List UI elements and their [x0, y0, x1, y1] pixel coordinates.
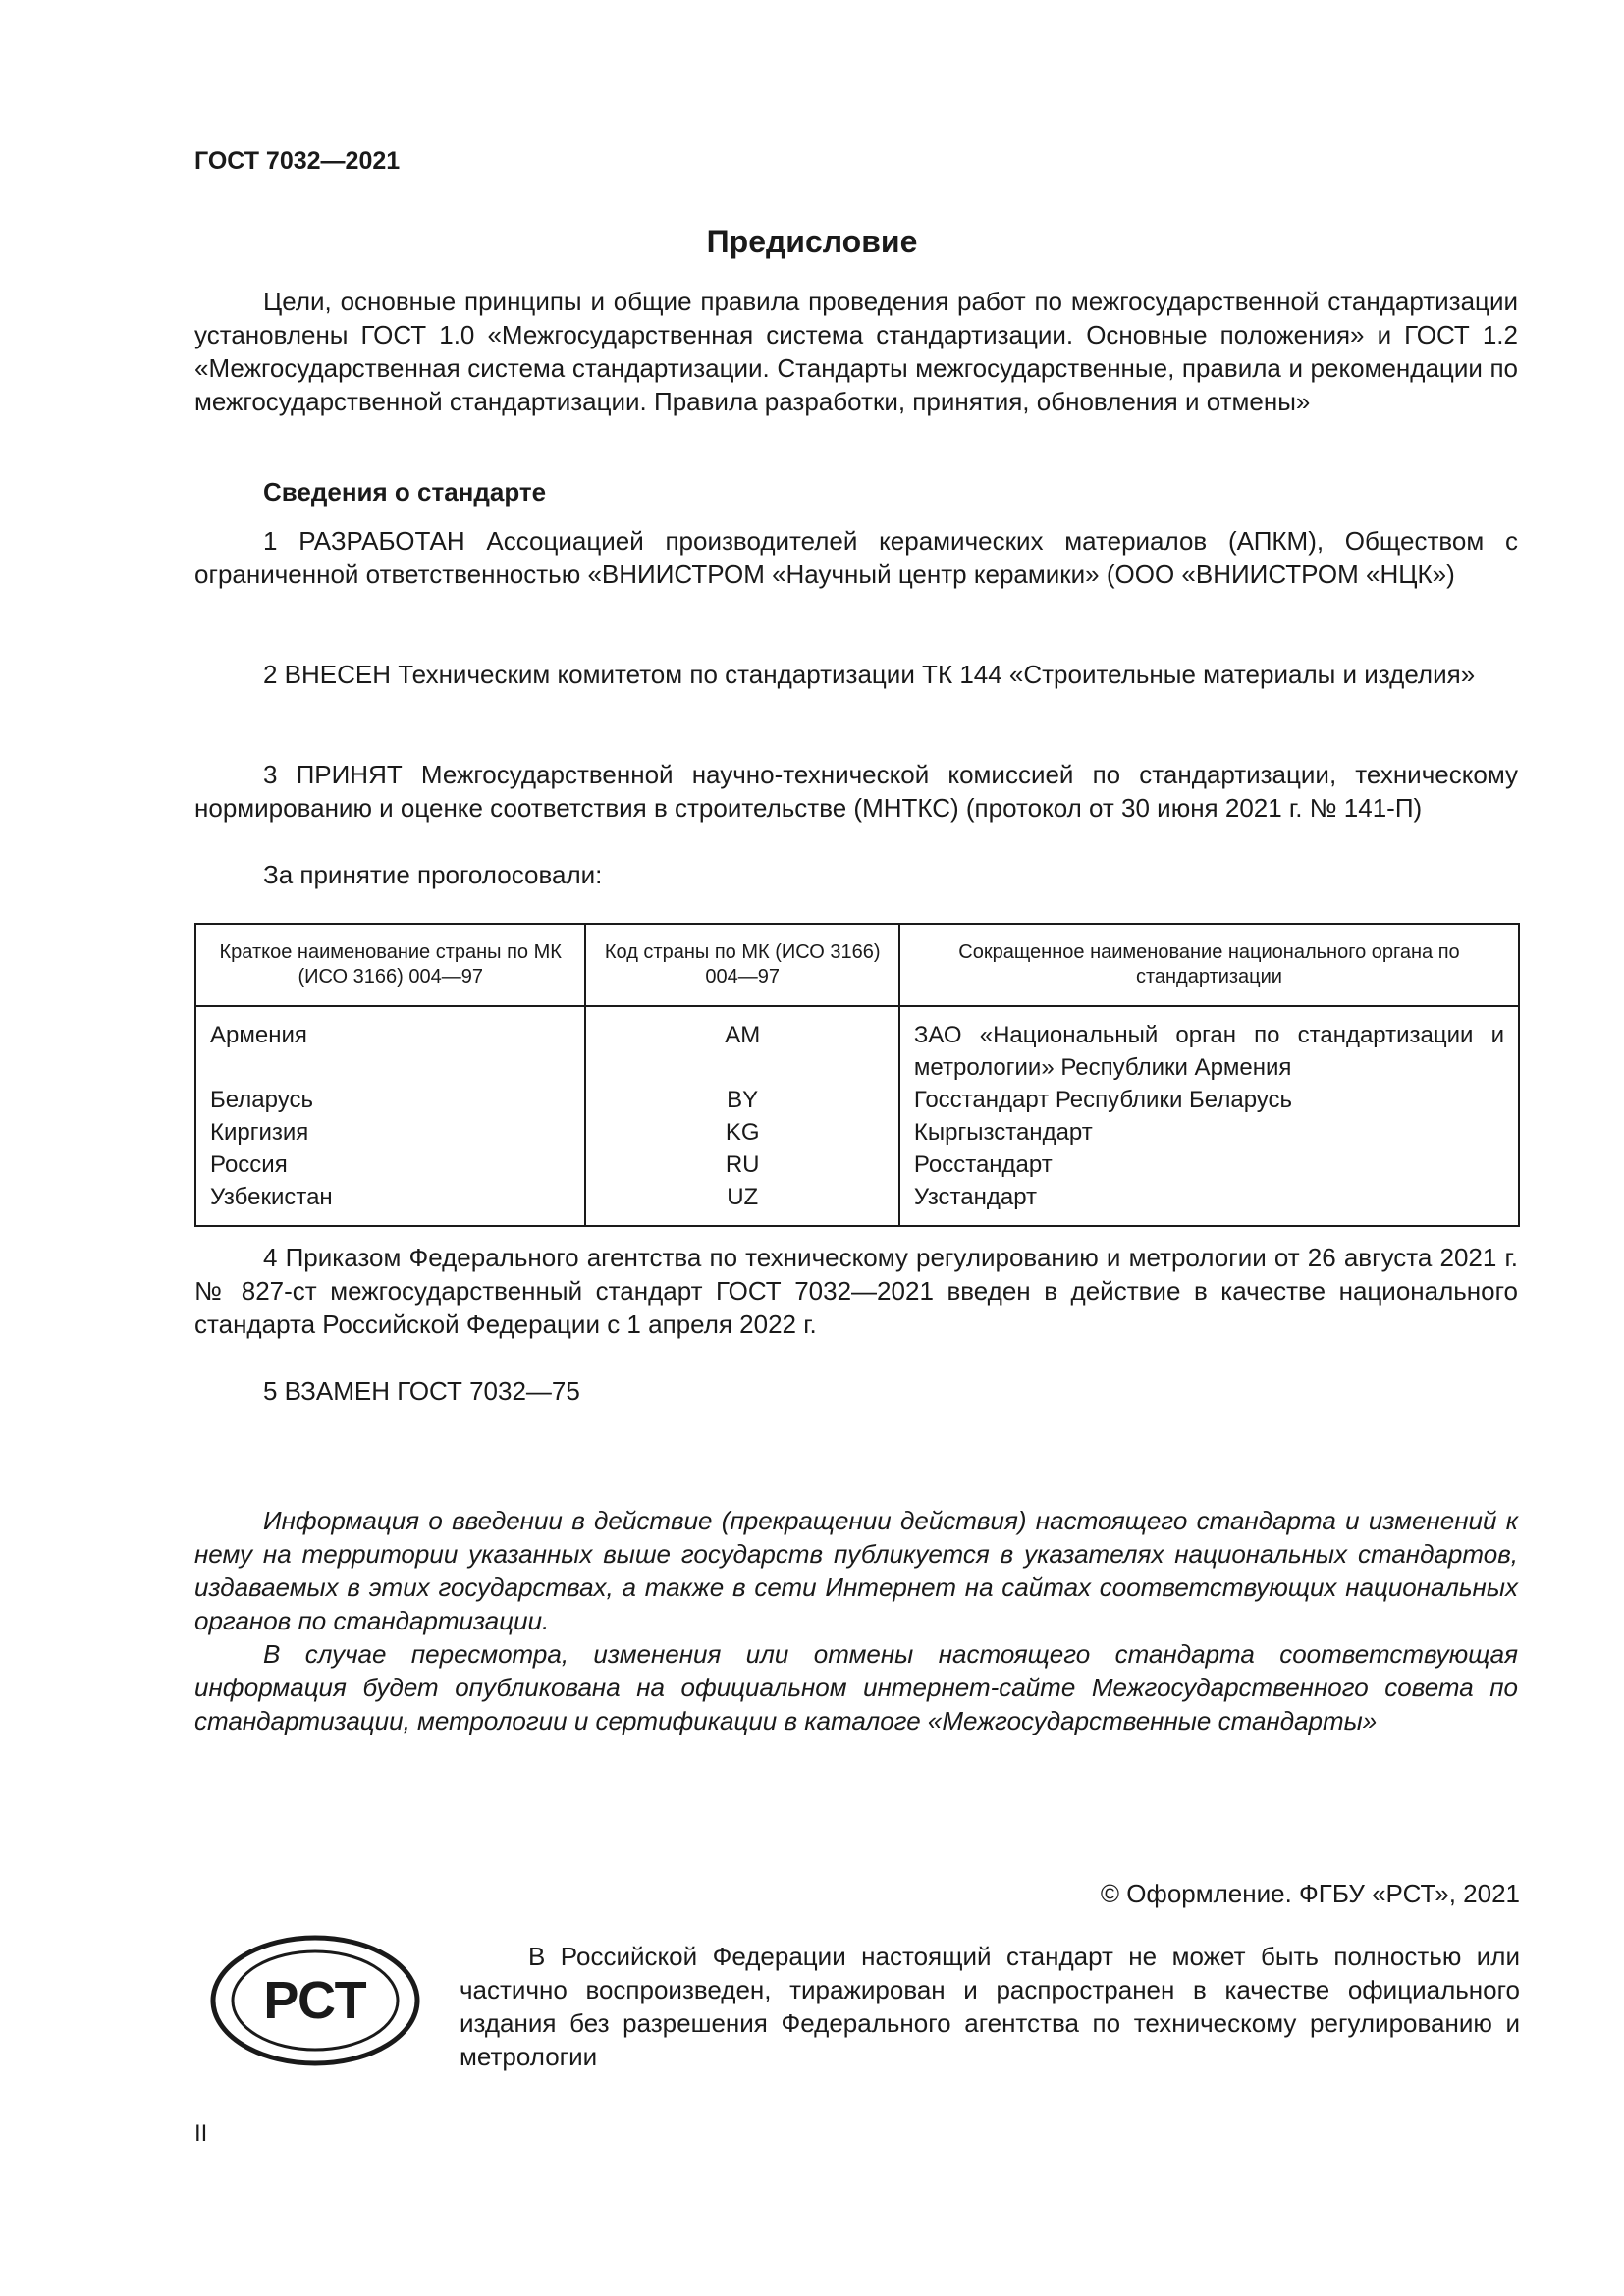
header-country: Краткое наименование страны по МК (ИСО 3166) 004—97 — [195, 924, 585, 1006]
voted-block — [194, 858, 1518, 891]
table-header-row — [195, 924, 1519, 1006]
cell-code: RU — [585, 1148, 898, 1181]
table-row — [195, 1181, 1519, 1226]
cell-country: Беларусь — [195, 1084, 585, 1116]
cell-code: BY — [585, 1084, 898, 1116]
reproduction-text: В Российской Федерации настоящий стандарт не может быть полностью или частично воспроизведен, тиражирован и распространен в качестве официального издания без разрешения Федерального агентства по техническому регулированию и метрологии — [460, 1942, 1520, 2071]
cell-code: KG — [585, 1116, 898, 1148]
rst-logo-icon — [208, 1934, 422, 2067]
cell-country: Киргизия — [195, 1116, 585, 1148]
section-heading: Сведения о стандарте — [263, 477, 547, 507]
table-row — [195, 1116, 1519, 1148]
cell-code: AM — [585, 1006, 898, 1084]
item-replaces-block — [194, 1374, 1518, 1408]
header-code: Код страны по МК (ИСО 3166) 004—97 — [585, 924, 898, 1006]
note-info-publication: Информация о введении в действие (прекращении действия) настоящего стандарта и изменений к нему на территории указанных выше государств публикуется в указателях национальных стандартов, издаваемых в этих государствах, а также в сети Интернет на сайтах соответствующих национальных органов по стандартизации. — [194, 1506, 1518, 1635]
item-order: 4 Приказом Федерального агентства по техническому регулированию и метрологии от 26 августа 2021 г. № 827-ст межгосударственный стандарт ГОСТ 7032—2021 введен в действие в качестве национального стандарта Российской Федерации с 1 апреля 2022 г. — [194, 1243, 1518, 1339]
reproduction-notice — [460, 1940, 1520, 2073]
svg-text:РСТ: РСТ — [263, 1971, 367, 2030]
cell-country: Узбекистан — [195, 1181, 585, 1226]
copyright-line: © Оформление. ФГБУ «РСТ», 2021 — [1100, 1879, 1520, 1908]
cell-country: Россия — [195, 1148, 585, 1181]
item-adopted: 3 ПРИНЯТ Межгосударственной научно-технической комиссией по стандартизации, техническому нормированию и оценке соответствия в строительстве (МНТКС) (протокол от 30 июня 2021 г. № 141-П) — [194, 760, 1518, 823]
document-header: ГОСТ 7032—2021 — [194, 147, 401, 175]
item-adopted-block — [194, 758, 1518, 825]
note-revision: В случае пересмотра, изменения или отмены настоящего стандарта соответствующая информация будет опубликована на официальном интернет-сайте Межгосударственного совета по стандартизации, метрологии и сертификации в каталоге «Межгосударственные стандарты» — [194, 1639, 1518, 1735]
item-developed-block — [194, 524, 1518, 591]
table-row — [195, 1006, 1519, 1084]
item-introduced-block — [194, 658, 1518, 691]
item-developed: 1 РАЗРАБОТАН Ассоциацией производителей керамических материалов (АПКМ), Обществом с ограниченной ответственностью «ВНИИСТРОМ «Научный центр керамики» (ООО «ВНИИСТРОМ «НЦК») — [194, 526, 1518, 589]
cell-body: ЗАО «Национальный орган по стандартизации и метрологии» Республики Армения — [913, 1022, 1504, 1081]
intro-block — [194, 285, 1518, 418]
voted-caption: За принятие проголосовали: — [263, 860, 603, 889]
info-heading-block — [194, 475, 1518, 508]
cell-code: UZ — [585, 1181, 898, 1226]
item-introduced: 2 ВНЕСЕН Техническим комитетом по стандартизации ТК 144 «Строительные материалы и изделия» — [263, 660, 1476, 689]
page-number: II — [194, 2120, 208, 2147]
table-row — [195, 1084, 1519, 1116]
header-body: Сокращенное наименование национального органа по стандартизации — [899, 924, 1519, 1006]
cell-body: Кыргызстандарт — [913, 1119, 1093, 1146]
voting-table — [194, 923, 1520, 1227]
intro-paragraph: Цели, основные принципы и общие правила проведения работ по межгосударственной стандартизации установлены ГОСТ 1.0 «Межгосударственная система стандартизации. Основные положения» и ГОСТ 1.2 «Межгосударственная система стандартизации. Стандарты межгосударственные, правила и рекомендации по межгосударственной стандартизации. Правила разработки, принятия, обновления и отмены» — [194, 287, 1518, 416]
cell-body: Узстандарт — [913, 1184, 1038, 1210]
page-title: Предисловие — [706, 224, 918, 259]
cell-body: Госстандарт Республики Беларусь — [913, 1087, 1292, 1113]
item-order-block — [194, 1241, 1518, 1341]
notes-block — [194, 1504, 1518, 1737]
cell-country: Армения — [195, 1006, 585, 1084]
cell-body: Росстандарт — [913, 1151, 1053, 1178]
item-replaces: 5 ВЗАМЕН ГОСТ 7032—75 — [263, 1376, 580, 1406]
table-row — [195, 1148, 1519, 1181]
